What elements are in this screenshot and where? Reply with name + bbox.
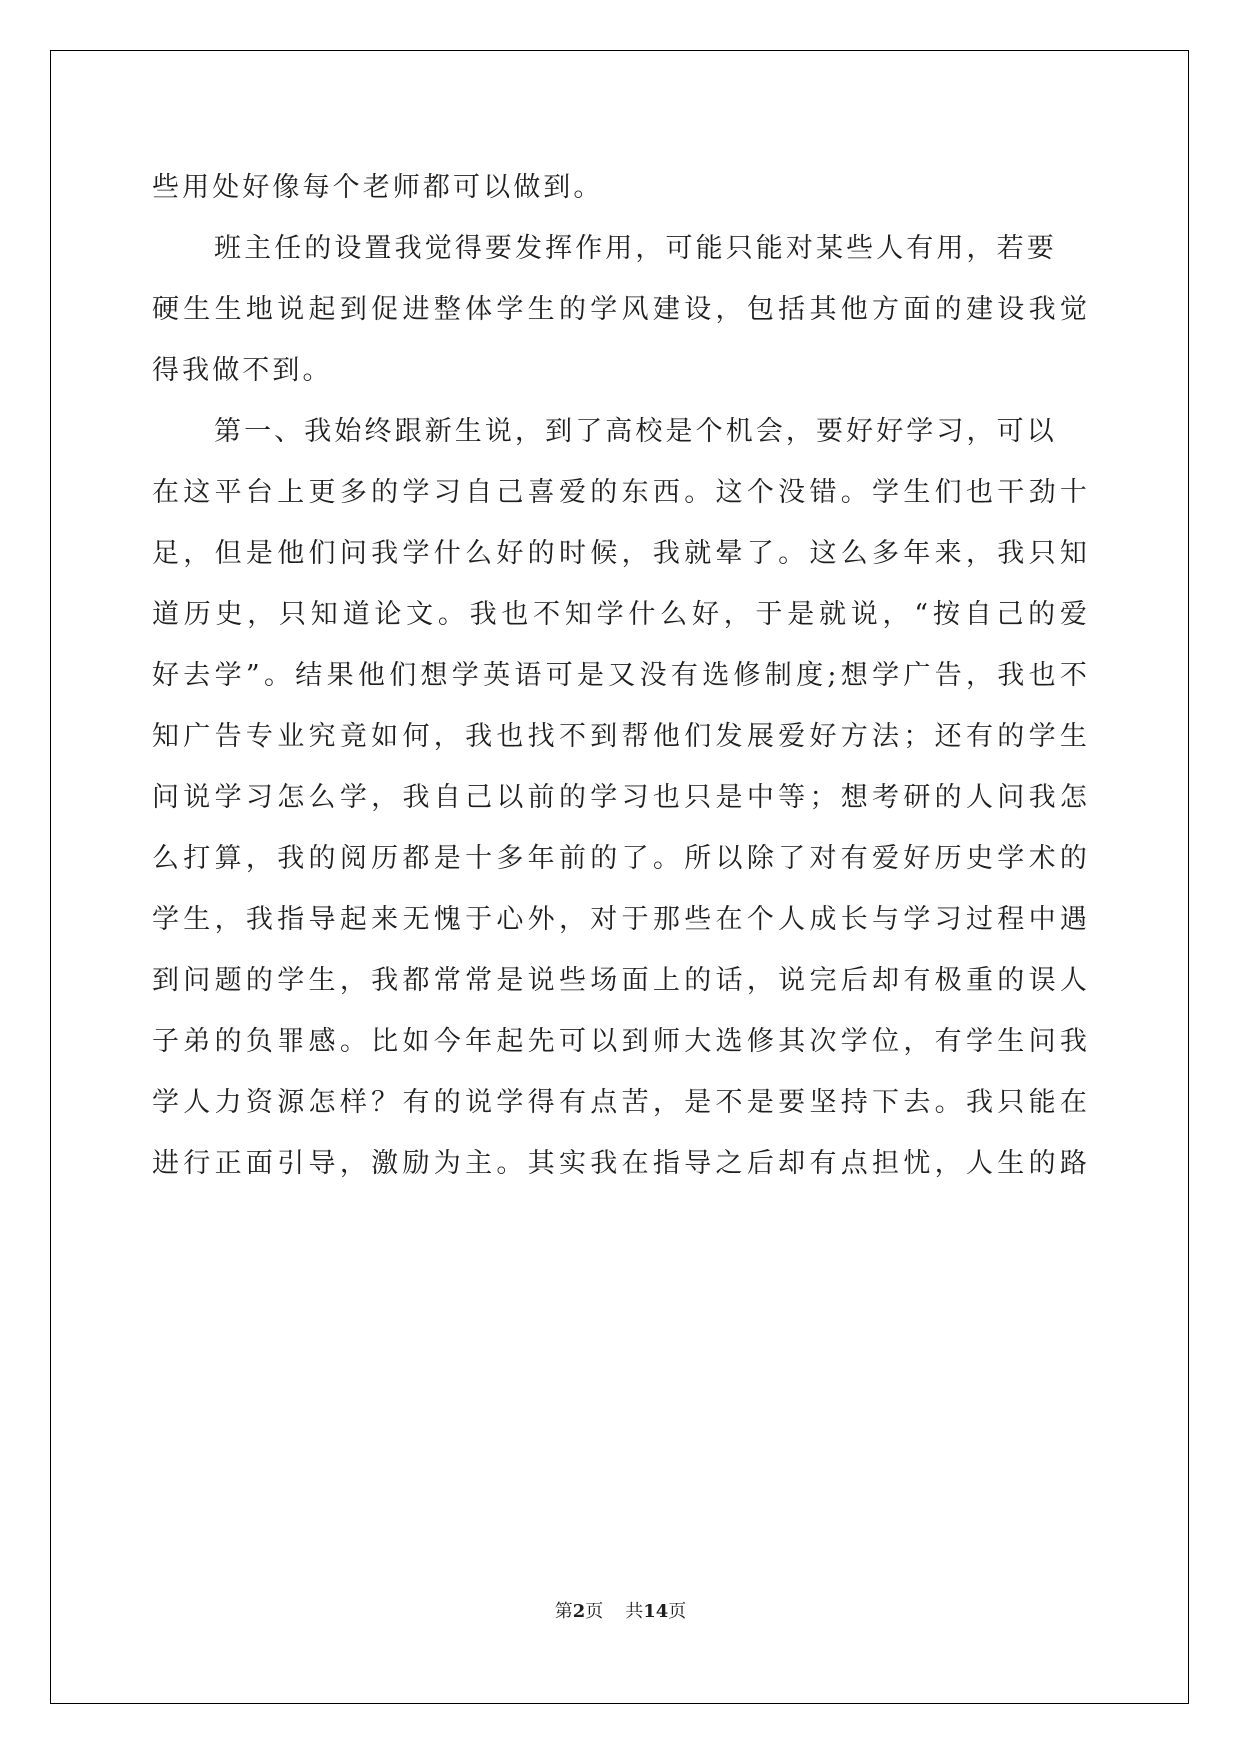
total-pages: 14 [643,1601,669,1622]
text-line-8: 道历史，只知道论文。我也不知学什么好，于是就说，“按自己的爱 [152,599,1090,630]
page-footer [0,1597,1241,1623]
text-line-17: 进行正面引导，激励为主。其实我在指导之后却有点担忧，人生的路 [152,1148,1090,1179]
text-line-16: 学人力资源怎样？有的说学得有点苦，是不是要坚持下去。我只能在 [152,1087,1090,1118]
text-line-9: 好去学”。结果他们想学英语可是又没有选修制度;想学广告，我也不 [152,660,1090,691]
page-suffix: 页 [585,1601,604,1622]
document-body [152,157,1090,1194]
total-prefix: 共 [625,1601,644,1622]
text-line-1: 些用处好像每个老师都可以做到。 [152,172,604,203]
text-line-13: 学生，我指导起来无愧于心外，对于那些在个人成长与学习过程中遇 [152,904,1090,935]
text-line-11: 问说学习怎么学，我自己以前的学习也只是中等；想考研的人问我怎 [152,782,1090,813]
page-prefix: 第 [554,1601,573,1622]
text-line-15: 子弟的负罪感。比如今年起先可以到师大选修其次学位，有学生问我 [152,1026,1090,1057]
text-line-4: 得我做不到。 [152,355,333,386]
page-current: 2 [572,1601,586,1622]
text-line-6: 在这平台上更多的学习自己喜爱的东西。这个没错。学生们也干劲十 [152,477,1090,508]
total-suffix: 页 [668,1601,687,1622]
text-line-10: 知广告专业究竟如何，我也找不到帮他们发展爱好方法；还有的学生 [152,721,1090,752]
text-line-3: 硬生生地说起到促进整体学生的学风建设，包括其他方面的建设我觉 [152,294,1090,325]
text-line-7: 足，但是他们问我学什么好的时候，我就晕了。这么多年来，我只知 [152,538,1090,569]
text-line-12: 么打算，我的阅历都是十多年前的了。所以除了对有爱好历史学术的 [152,843,1090,874]
text-line-14: 到问题的学生，我都常常是说些场面上的话，说完后却有极重的误人 [152,965,1090,996]
text-line-5: 第一、我始终跟新生说，到了高校是个机会，要好好学习，可以 [214,416,1057,447]
text-line-2: 班主任的设置我觉得要发挥作用，可能只能对某些人有用，若要 [214,233,1057,264]
